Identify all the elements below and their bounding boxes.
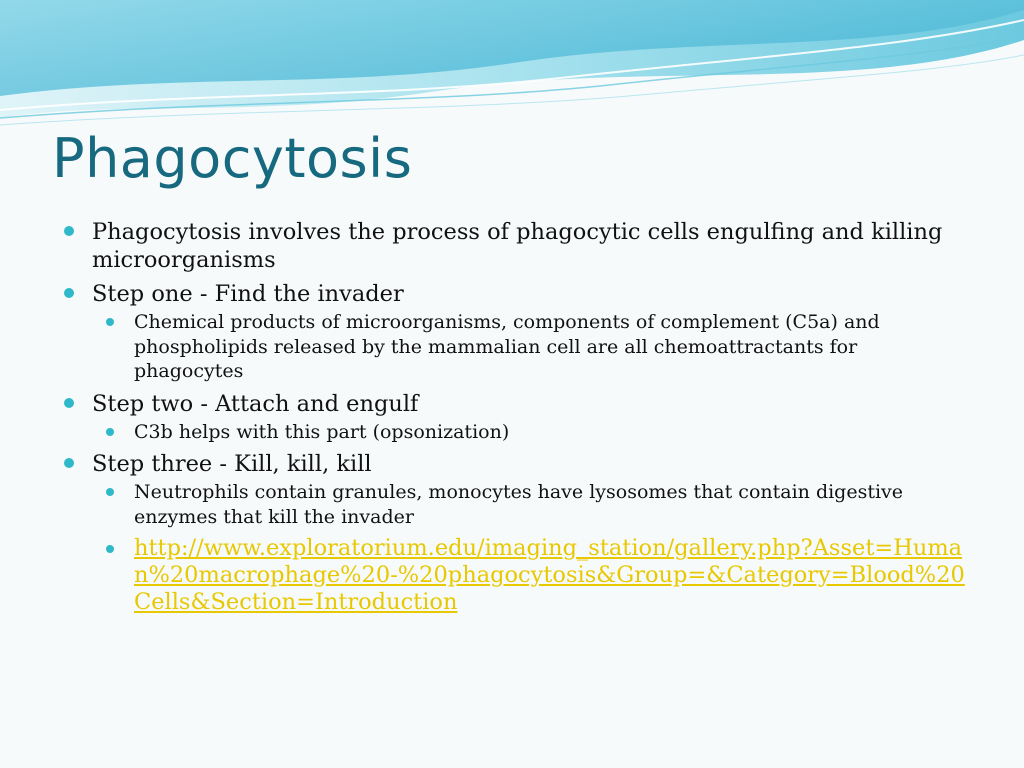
- sub-bullet-item: [92, 420, 972, 445]
- sub-bullet-list: [92, 310, 972, 384]
- sub-bullet-list: [92, 480, 972, 616]
- bullet-list: [62, 218, 972, 622]
- bullet-text: Step one - Find the invader: [92, 281, 404, 307]
- bullet-dot-icon: [64, 458, 74, 468]
- bullet-dot-icon: [64, 288, 74, 298]
- bullet-item-4: [62, 450, 972, 616]
- bullet-item-2: [62, 280, 972, 384]
- bullet-text: Phagocytosis involves the process of phagocytic cells engulfing and killing microorganisms: [92, 219, 943, 273]
- sub-bullet-dot-icon: [106, 318, 114, 326]
- bullet-text: Step three - Kill, kill, kill: [92, 451, 372, 477]
- wave-decoration: [0, 0, 1024, 130]
- sub-bullet-link-item: [92, 535, 972, 616]
- sub-bullet-dot-icon: [106, 428, 114, 436]
- sub-bullet-item: [92, 480, 972, 529]
- bullet-dot-icon: [64, 226, 74, 236]
- sub-bullet-text: Chemical products of microorganisms, components of complement (C5a) and phospholipids released by the mammalian cell are all chemoattractants for phagocytes: [134, 311, 880, 382]
- sub-bullet-list: [92, 420, 972, 445]
- exploratorium-link[interactable]: http://www.exploratorium.edu/imaging_station/gallery.php?Asset=Human%20macrophage%20-%20phagocytosis&Group=&Category=Blood%20Cells&Section=Introduction: [134, 535, 965, 615]
- sub-bullet-text: C3b helps with this part (opsonization): [134, 420, 510, 443]
- bullet-text: Step two - Attach and engulf: [92, 390, 419, 417]
- bullet-item-3: [62, 390, 972, 445]
- bullet-dot-icon: [64, 398, 74, 408]
- bullet-item-1: [62, 218, 972, 274]
- slide-title: Phagocytosis: [52, 127, 413, 190]
- sub-bullet-item: [92, 310, 972, 384]
- sub-bullet-dot-icon: [106, 545, 114, 553]
- sub-bullet-text: Neutrophils contain granules, monocytes have lysosomes that contain digestive enzymes that kill the invader: [134, 481, 904, 528]
- sub-bullet-dot-icon: [106, 488, 114, 496]
